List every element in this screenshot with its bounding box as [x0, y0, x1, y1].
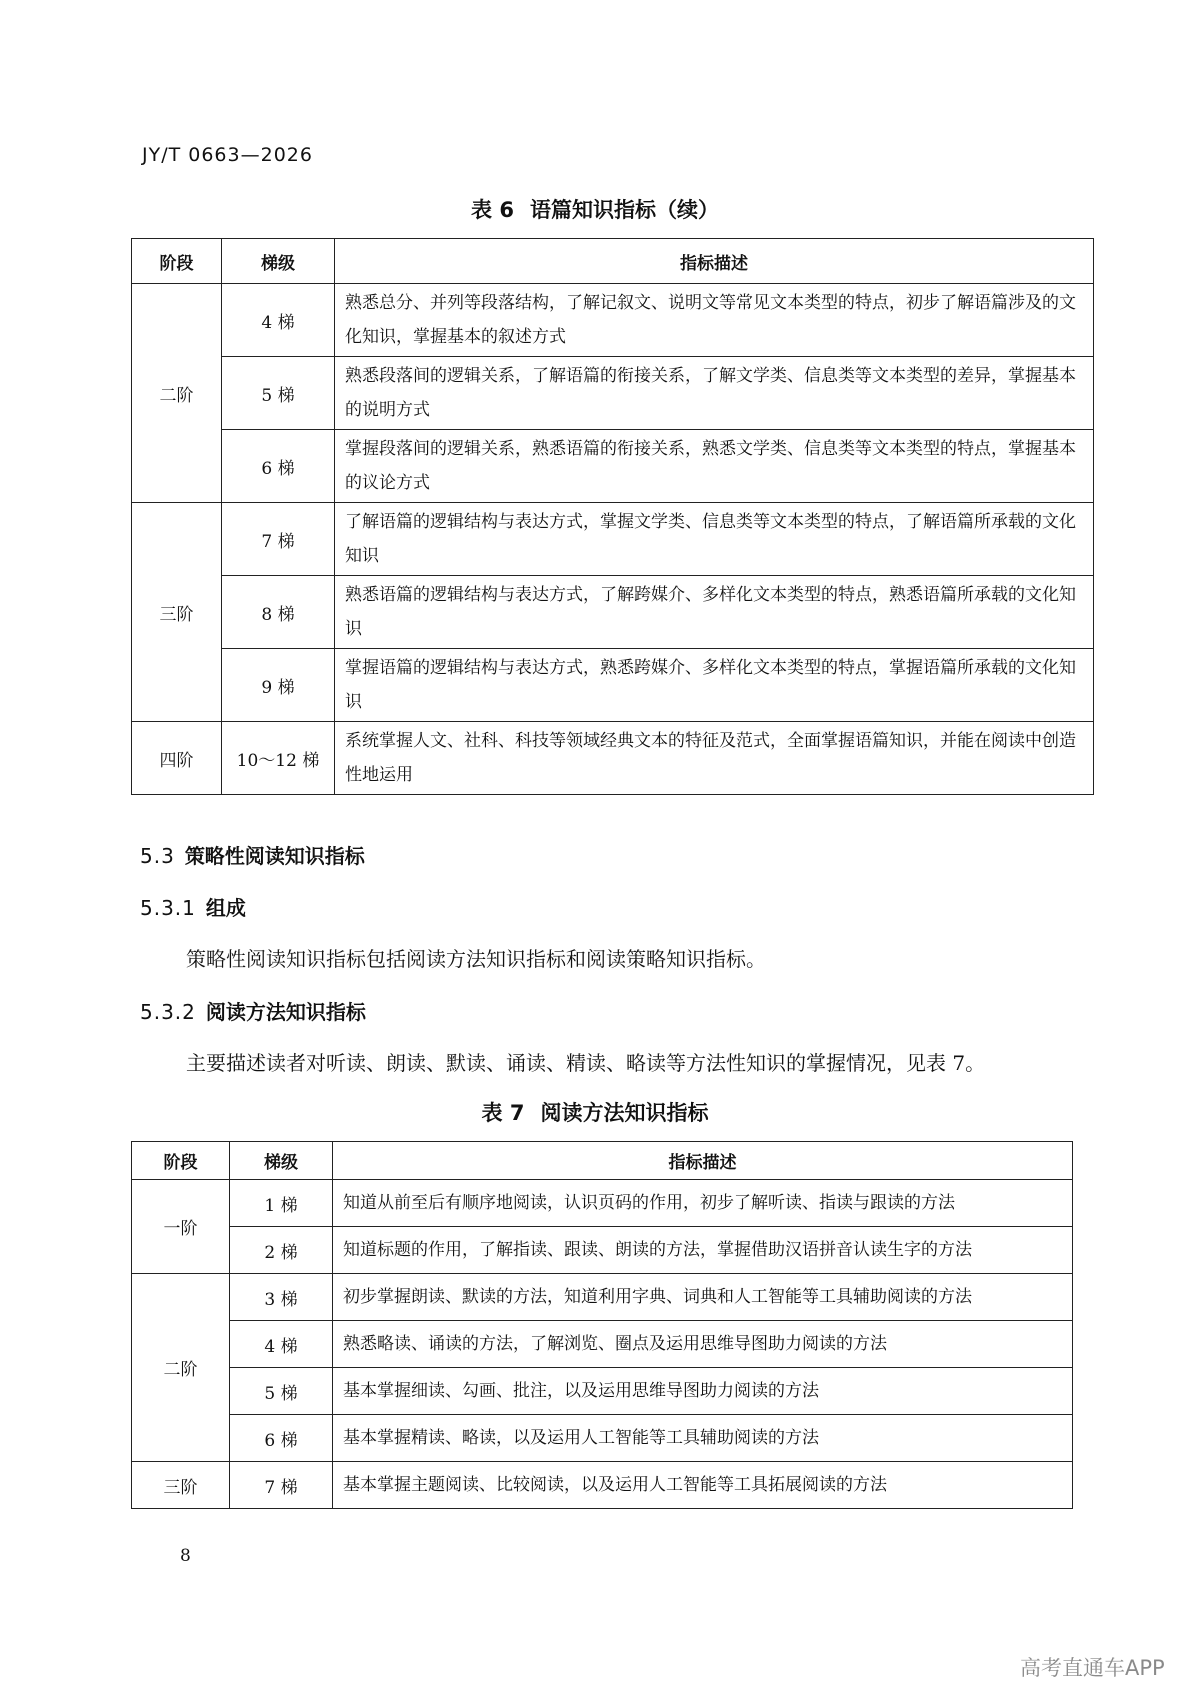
level-cell: 4 梯 — [222, 284, 335, 357]
level-cell: 10～12 梯 — [222, 722, 335, 795]
stage-cell: 四阶 — [132, 722, 222, 795]
table-row — [132, 722, 1094, 795]
table7-header-desc: 指标描述 — [333, 1142, 1073, 1180]
table6 — [131, 238, 1094, 795]
table-row — [132, 1368, 1073, 1415]
stage-cell: 三阶 — [132, 503, 222, 722]
desc-cell: 掌握语篇的逻辑结构与表达方式，熟悉跨媒介、多样化文本类型的特点，掌握语篇所承载的文化知识 — [335, 649, 1094, 722]
section-5-3-2-paragraph: 主要描述读者对听读、朗读、默读、诵读、精读、略读等方法性知识的掌握情况，见表 7。 — [186, 1051, 986, 1075]
table6-header-level: 梯级 — [222, 239, 335, 284]
section-5-3-1-heading — [140, 892, 246, 921]
desc-cell: 熟悉段落间的逻辑关系，了解语篇的衔接关系，了解文学类、信息类等文本类型的差异，掌握基本的说明方式 — [335, 357, 1094, 430]
table7-caption — [0, 1097, 1190, 1127]
table-row — [132, 1321, 1073, 1368]
desc-cell: 知道从前至后有顺序地阅读，认识页码的作用，初步了解听读、指读与跟读的方法 — [333, 1180, 1073, 1227]
table6-title: 语篇知识指标（续） — [529, 198, 719, 222]
stage-cell: 二阶 — [132, 284, 222, 503]
level-cell: 6 梯 — [222, 430, 335, 503]
desc-cell: 初步掌握朗读、默读的方法，知道利用字典、词典和人工智能等工具辅助阅读的方法 — [333, 1274, 1073, 1321]
page-number: 8 — [180, 1546, 191, 1566]
stage-cell: 一阶 — [132, 1180, 230, 1274]
desc-cell: 掌握段落间的逻辑关系，熟悉语篇的衔接关系，熟悉文学类、信息类等文本类型的特点，掌握基本的议论方式 — [335, 430, 1094, 503]
level-cell: 9 梯 — [222, 649, 335, 722]
table7-header-level: 梯级 — [230, 1142, 333, 1180]
desc-cell: 熟悉略读、诵读的方法，了解浏览、圈点及运用思维导图助力阅读的方法 — [333, 1321, 1073, 1368]
table6-header-row — [132, 239, 1094, 284]
table6-header-desc: 指标描述 — [335, 239, 1094, 284]
section-5-3-heading — [140, 840, 365, 869]
table7 — [131, 1141, 1073, 1509]
document-code: JY/T 0663—2026 — [142, 144, 313, 166]
section-5-3-2-heading — [140, 996, 366, 1025]
section-number: 5.3 — [140, 844, 175, 868]
watermark: 高考直通车APP — [1020, 1656, 1165, 1680]
desc-cell: 熟悉语篇的逻辑结构与表达方式，了解跨媒介、多样化文本类型的特点，熟悉语篇所承载的文化知识 — [335, 576, 1094, 649]
table6-caption — [0, 194, 1190, 224]
desc-cell: 基本掌握主题阅读、比较阅读，以及运用人工智能等工具拓展阅读的方法 — [333, 1462, 1073, 1509]
table7-title: 阅读方法知识指标 — [540, 1101, 709, 1125]
table7-header-row — [132, 1142, 1073, 1180]
desc-cell: 基本掌握精读、略读，以及运用人工智能等工具辅助阅读的方法 — [333, 1415, 1073, 1462]
table-row — [132, 1415, 1073, 1462]
table-row — [132, 1227, 1073, 1274]
desc-cell: 了解语篇的逻辑结构与表达方式，掌握文学类、信息类等文本类型的特点，了解语篇所承载的文化知识 — [335, 503, 1094, 576]
section-5-3-1-paragraph: 策略性阅读知识指标包括阅读方法知识指标和阅读策略知识指标。 — [186, 947, 766, 971]
level-cell: 8 梯 — [222, 576, 335, 649]
table-row — [132, 503, 1094, 576]
level-cell: 3 梯 — [230, 1274, 333, 1321]
level-cell: 2 梯 — [230, 1227, 333, 1274]
table-row — [132, 1274, 1073, 1321]
level-cell: 7 梯 — [222, 503, 335, 576]
level-cell: 5 梯 — [230, 1368, 333, 1415]
section-number: 5.3.1 — [140, 896, 196, 920]
table7-number: 表 7 — [481, 1101, 525, 1125]
table-row — [132, 430, 1094, 503]
level-cell: 6 梯 — [230, 1415, 333, 1462]
stage-cell: 二阶 — [132, 1274, 230, 1462]
section-number: 5.3.2 — [140, 1000, 196, 1024]
section-title: 策略性阅读知识指标 — [184, 844, 365, 868]
table6-number: 表 6 — [471, 198, 514, 222]
level-cell: 7 梯 — [230, 1462, 333, 1509]
desc-cell: 熟悉总分、并列等段落结构，了解记叙文、说明文等常见文本类型的特点，初步了解语篇涉及的文化知识，掌握基本的叙述方式 — [335, 284, 1094, 357]
stage-cell: 三阶 — [132, 1462, 230, 1509]
table-row — [132, 576, 1094, 649]
table-row — [132, 357, 1094, 430]
section-title: 阅读方法知识指标 — [205, 1000, 366, 1024]
table-row — [132, 649, 1094, 722]
desc-cell: 基本掌握细读、勾画、批注，以及运用思维导图助力阅读的方法 — [333, 1368, 1073, 1415]
level-cell: 4 梯 — [230, 1321, 333, 1368]
table-row — [132, 1462, 1073, 1509]
table-row — [132, 1180, 1073, 1227]
level-cell: 1 梯 — [230, 1180, 333, 1227]
desc-cell: 知道标题的作用，了解指读、跟读、朗读的方法，掌握借助汉语拼音认读生字的方法 — [333, 1227, 1073, 1274]
table6-header-stage: 阶段 — [132, 239, 222, 284]
table7-header-stage: 阶段 — [132, 1142, 230, 1180]
level-cell: 5 梯 — [222, 357, 335, 430]
section-title: 组成 — [205, 896, 246, 920]
desc-cell: 系统掌握人文、社科、科技等领域经典文本的特征及范式，全面掌握语篇知识，并能在阅读中创造性地运用 — [335, 722, 1094, 795]
table-row — [132, 284, 1094, 357]
